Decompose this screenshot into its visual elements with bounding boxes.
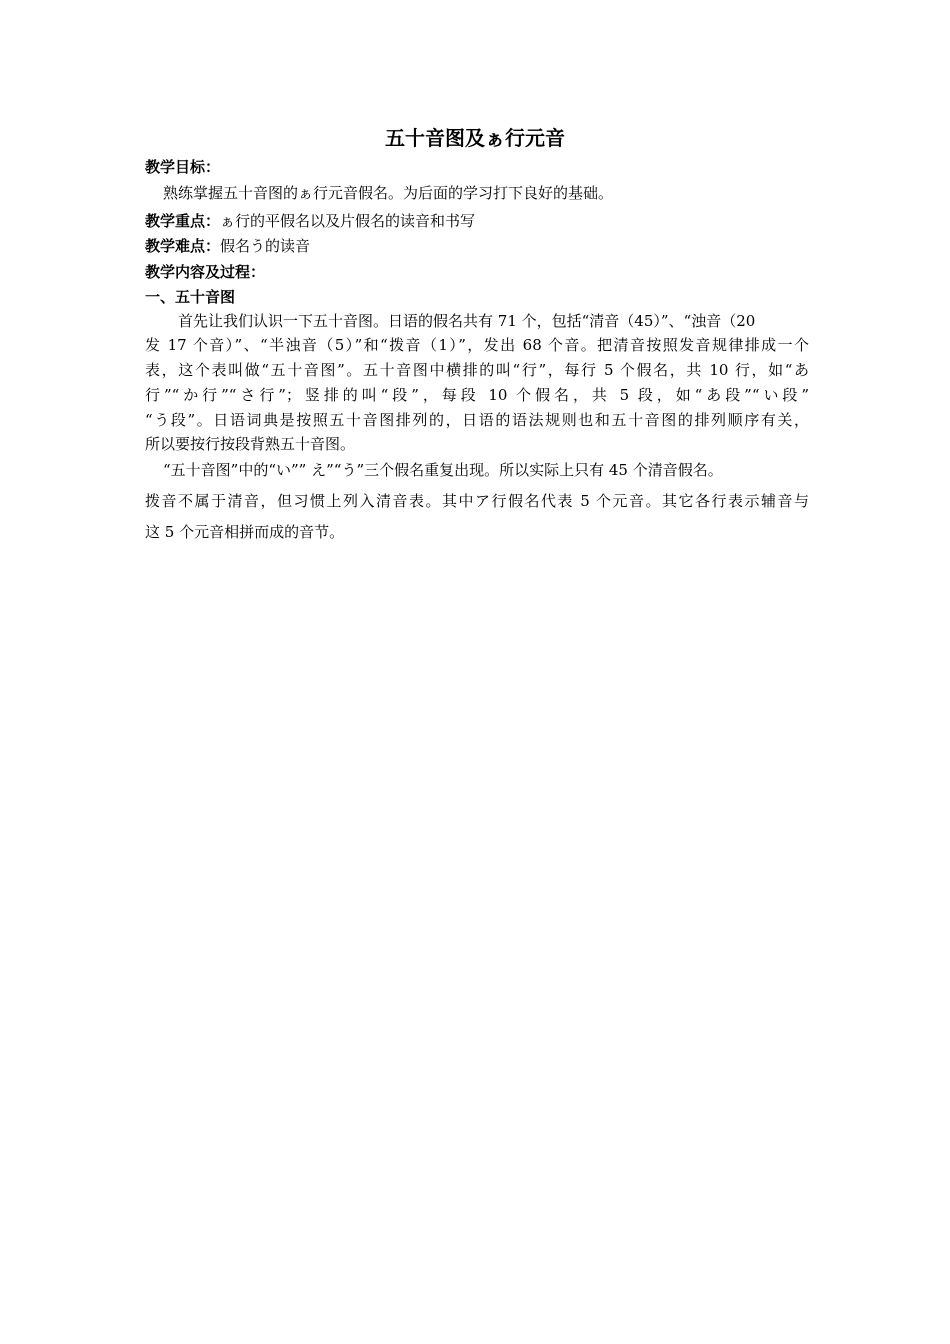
paragraph2-line: 这 5 个元音相拼而成的音节。	[145, 523, 345, 541]
difficulty-row	[145, 235, 310, 257]
objective-text: 熟练掌握五十音图的ぁ行元音假名。为后面的学习打下良好的基础。	[163, 184, 614, 202]
paragraph2-line: 拨音不属于清音，但习惯上列入清音表。其中ア行假名代表 5 个元音。其它各行表示辅音与	[145, 492, 809, 510]
paragraph1-line: 发 17 个音）”、“半浊音（5）”和“拨音（1）”，发出 68 个音。把清音按照发音规律排成一个	[145, 336, 809, 354]
paragraph1-line: 首先让我们认识一下五十音图。日语的假名共有 71 个，包括“清音（45）”、“浊音（20	[178, 312, 756, 330]
paragraph1-line: “う段”。日语词典是按照五十音图排列的，日语的语法规则也和五十音图的排列顺序有关，	[145, 411, 809, 429]
paragraph1-line: 表，这个表叫做“五十音图”。五十音图中横排的叫“行”，每行 5 个假名，共 10 行，如“あ	[145, 361, 809, 379]
focus-label: 教学重点：	[145, 212, 221, 230]
focus-text: ぁ行的平假名以及片假名的读音和书写	[220, 212, 476, 230]
focus-row	[145, 210, 475, 232]
paragraph1-line: 所以要按行按段背熟五十音图。	[145, 435, 356, 453]
difficulty-label: 教学难点：	[145, 237, 221, 255]
paragraph2-line: “五十音图”中的“い”” え”“う”三个假名重复出现。所以实际上只有 45 个清音假名。	[163, 461, 723, 479]
section-heading: 一、五十音图	[145, 288, 236, 306]
content-label: 教学内容及过程：	[145, 263, 266, 281]
objective-label: 教学目标：	[145, 158, 221, 176]
paragraph1-line: 行”“か行”“さ行”；竖排的叫“段”，每段 10 个假名，共 5 段，如“あ段”“い段”	[145, 386, 809, 404]
difficulty-text: 假名う的读音	[220, 237, 311, 255]
document-title: 五十音图及ぁ行元音	[385, 126, 565, 150]
